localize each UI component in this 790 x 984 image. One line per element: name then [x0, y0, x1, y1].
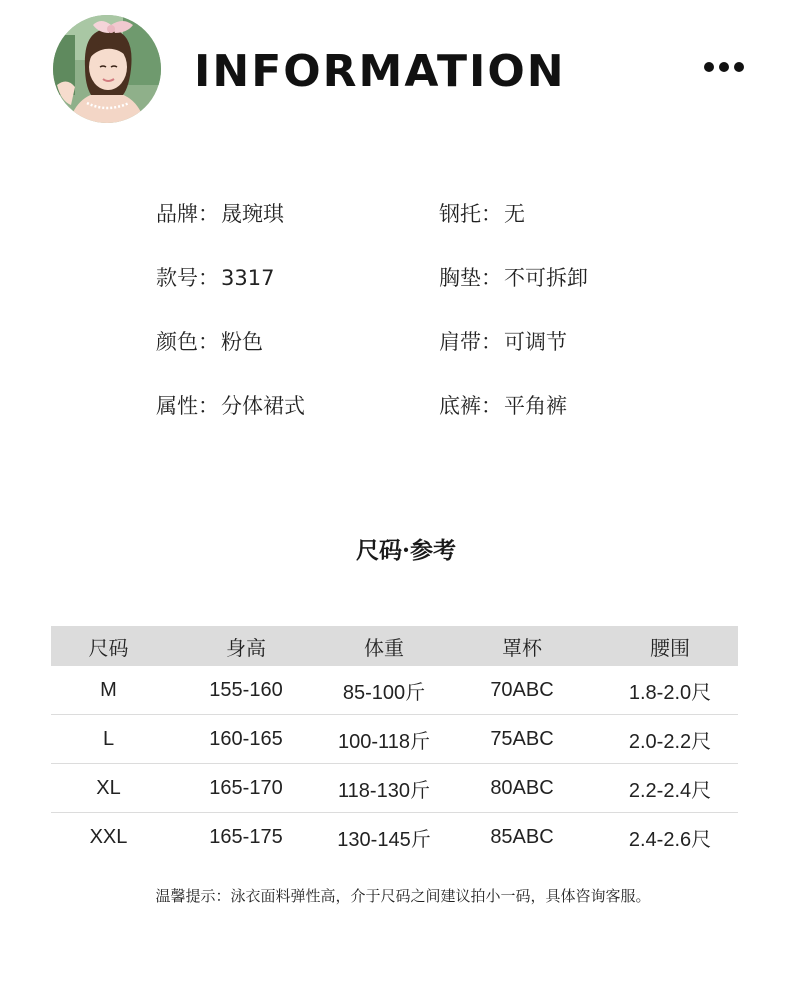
cell-waist: 2.2-2.4尺 [602, 764, 738, 813]
info-value: 晟琬琪 [221, 202, 284, 226]
table-header-row [51, 626, 738, 666]
avatar-portrait-image [53, 15, 161, 123]
more-dot [734, 62, 744, 72]
info-value: 无 [504, 202, 525, 226]
info-bottoms [439, 392, 567, 420]
cell-weight: 85-100斤 [326, 666, 442, 715]
cell-height: 155-160 [166, 666, 326, 715]
info-label: 钢托： [439, 202, 502, 226]
avatar [53, 15, 161, 123]
info-chest-pad [439, 264, 588, 292]
info-style [156, 392, 305, 420]
info-underwire [439, 200, 525, 228]
cell-size: XXL [89, 825, 128, 848]
info-strap [439, 328, 567, 356]
cell-size: M [51, 666, 166, 715]
more-options-icon[interactable] [702, 57, 744, 77]
column-header-waist: 腰围 [602, 626, 738, 666]
cell-cup: 85ABC [490, 825, 554, 848]
info-label: 底裤： [439, 394, 502, 418]
cell-size: XL [51, 764, 166, 813]
size-section-title: 尺码·参考 [355, 537, 456, 564]
cell-cup: 75ABC [442, 715, 602, 764]
cell-waist: 1.8-2.0尺 [602, 666, 738, 715]
column-header-weight: 体重 [326, 626, 442, 666]
cell-height: 165-170 [166, 764, 326, 813]
cell-cup: 70ABC [442, 666, 602, 715]
info-value: 可调节 [504, 330, 567, 354]
cell-waist: 2.4-2.6尺 [628, 828, 712, 851]
cell-weight: 130-145斤 [337, 828, 431, 851]
footnote-tip: 温馨提示：泳衣面料弹性高，介于尺码之间建议拍小一码，具体咨询客服。 [155, 887, 651, 905]
info-label: 颜色： [156, 330, 219, 354]
info-label: 款号： [156, 266, 219, 290]
cell-waist: 2.0-2.2尺 [602, 715, 738, 764]
table-row [51, 764, 738, 813]
info-brand [156, 200, 284, 228]
page-title: INFORMATION [194, 46, 566, 97]
cell-cup: 80ABC [442, 764, 602, 813]
size-table [51, 626, 738, 861]
cell-height: 165-175 [209, 825, 283, 848]
info-label: 属性： [156, 394, 219, 418]
cell-weight: 118-130斤 [326, 764, 442, 813]
info-value: 3317 [221, 266, 275, 290]
info-value: 粉色 [221, 330, 263, 354]
info-value: 不可拆卸 [504, 266, 588, 290]
cell-weight: 100-118斤 [326, 715, 442, 764]
cell-height: 160-165 [166, 715, 326, 764]
info-label: 肩带： [439, 330, 502, 354]
more-dot [704, 62, 714, 72]
info-label: 胸垫： [439, 266, 502, 290]
info-label: 品牌： [156, 202, 219, 226]
info-color [156, 328, 263, 356]
column-header-height: 身高 [166, 626, 326, 666]
info-value: 平角裤 [504, 394, 567, 418]
table-row [51, 715, 738, 764]
info-model-number [156, 264, 274, 292]
column-header-size: 尺码 [51, 626, 166, 666]
table-row [51, 666, 738, 715]
table-row [51, 813, 738, 862]
info-value: 分体裙式 [221, 394, 305, 418]
more-dot [719, 62, 729, 72]
cell-size: L [51, 715, 166, 764]
column-header-cup: 罩杯 [442, 626, 602, 666]
